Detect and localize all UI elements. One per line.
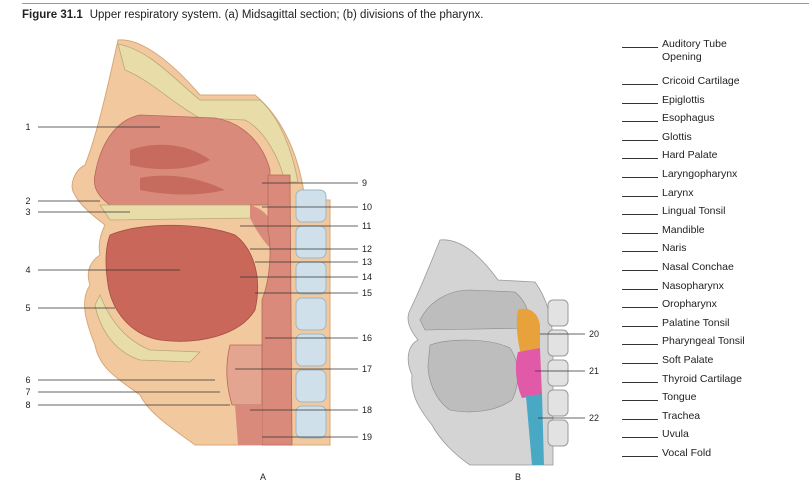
term-label: Uvula xyxy=(662,428,689,441)
answer-blank[interactable] xyxy=(622,419,658,420)
term-label: Oropharynx xyxy=(662,298,717,311)
figure-caption-text: Upper respiratory system. (a) Midsagittal section; (b) divisions of the pharynx. xyxy=(89,9,484,21)
leader-label: 4 xyxy=(25,265,31,275)
term-row xyxy=(622,242,802,261)
term-row xyxy=(622,354,802,373)
term-label: Larynx xyxy=(662,186,694,199)
answer-blank[interactable] xyxy=(622,177,658,178)
term-row xyxy=(622,205,802,224)
answer-blank[interactable] xyxy=(622,400,658,401)
leader-label: 5 xyxy=(25,303,31,313)
tongue xyxy=(106,225,258,341)
term-row xyxy=(622,317,802,336)
answer-blank[interactable] xyxy=(622,326,658,327)
leader-label: 8 xyxy=(25,400,31,410)
term-row xyxy=(622,187,802,206)
term-row xyxy=(622,38,802,75)
leader-label: 11 xyxy=(362,221,372,231)
term-label: Lingual Tonsil xyxy=(662,205,726,218)
term-label: Thyroid Cartilage xyxy=(662,372,742,385)
answer-blank[interactable] xyxy=(622,103,658,104)
larynx xyxy=(227,345,262,405)
term-row xyxy=(622,149,802,168)
term-row xyxy=(622,94,802,113)
answer-blank[interactable] xyxy=(622,437,658,438)
answer-blank[interactable] xyxy=(622,456,658,457)
term-label: Vocal Fold xyxy=(662,446,712,459)
leader-label: 14 xyxy=(362,272,373,282)
panel-a-right-numbers xyxy=(362,178,372,442)
panel-a-label: A xyxy=(259,472,267,482)
term-row xyxy=(622,261,802,280)
term-row xyxy=(622,168,802,187)
term-row xyxy=(622,410,802,429)
answer-blank[interactable] xyxy=(622,289,658,290)
answer-blank[interactable] xyxy=(622,251,658,252)
answer-blank[interactable] xyxy=(622,270,658,271)
term-row xyxy=(622,391,802,410)
term-label: Soft Palate xyxy=(662,353,714,366)
term-label: Mandible xyxy=(662,223,705,236)
term-row xyxy=(622,335,802,354)
term-label: Nasal Conchae xyxy=(662,260,734,273)
answer-blank[interactable] xyxy=(622,382,658,383)
term-label: Tongue xyxy=(662,391,697,404)
answer-blank[interactable] xyxy=(622,214,658,215)
answer-blank[interactable] xyxy=(622,84,658,85)
panel-b-tongue xyxy=(428,340,518,412)
leader-label: 20 xyxy=(589,329,600,339)
term-row xyxy=(622,224,802,243)
leader-label: 13 xyxy=(362,257,373,267)
leader-label: 18 xyxy=(362,405,373,415)
term-label: Naris xyxy=(662,242,687,255)
term-label: Glottis xyxy=(662,130,692,143)
leader-label: 9 xyxy=(362,178,368,188)
term-row xyxy=(622,298,802,317)
leader-label: 6 xyxy=(25,375,31,385)
panel-b-section xyxy=(408,240,599,482)
term-row xyxy=(622,112,802,131)
term-row xyxy=(622,131,802,150)
answer-blank[interactable] xyxy=(622,47,658,48)
term-row xyxy=(622,75,802,94)
term-label: Laryngopharynx xyxy=(662,167,738,180)
term-label: Pharyngeal Tonsil xyxy=(662,335,745,348)
answer-blank[interactable] xyxy=(622,307,658,308)
term-label: Trachea xyxy=(662,409,701,422)
leader-label: 12 xyxy=(362,244,373,254)
answer-blank[interactable] xyxy=(622,344,658,345)
term-label: Nasopharynx xyxy=(662,279,724,292)
term-row xyxy=(622,373,802,392)
hard-palate xyxy=(100,205,255,220)
term-label: Esophagus xyxy=(662,112,715,125)
panel-a-section xyxy=(25,40,372,482)
term-label: Cricoid Cartilage xyxy=(662,75,740,87)
term-label: Hard Palate xyxy=(662,149,718,162)
term-label: Epiglottis xyxy=(662,93,705,106)
panel-b-vertebrae xyxy=(548,300,568,446)
leader-label: 3 xyxy=(25,207,31,217)
answer-blank[interactable] xyxy=(622,196,658,197)
answer-blank[interactable] xyxy=(622,140,658,141)
leader-label: 1 xyxy=(25,122,31,132)
term-row xyxy=(622,447,802,466)
panel-a-left-numbers xyxy=(25,122,30,410)
leader-label: 7 xyxy=(25,387,31,397)
leader-label: 19 xyxy=(362,432,373,442)
leader-label: 17 xyxy=(362,364,373,374)
leader-label: 22 xyxy=(589,413,600,423)
term-list xyxy=(622,38,802,465)
leader-label: 21 xyxy=(589,366,600,376)
term-row xyxy=(622,280,802,299)
term-label: Auditory Tube Opening xyxy=(662,38,727,64)
panel-b-label: B xyxy=(514,472,522,482)
answer-blank[interactable] xyxy=(622,233,658,234)
term-row xyxy=(622,428,802,447)
term-label: Palatine Tonsil xyxy=(662,316,730,329)
leader-label: 2 xyxy=(25,196,31,206)
answer-blank[interactable] xyxy=(622,158,658,159)
answer-blank[interactable] xyxy=(622,121,658,122)
panel-b-numbers xyxy=(589,329,599,423)
leader-label: 16 xyxy=(362,333,373,343)
figure-number: Figure 31.1 xyxy=(22,9,83,21)
cervical-vertebrae xyxy=(296,190,326,438)
answer-blank[interactable] xyxy=(622,363,658,364)
oropharynx-highlight xyxy=(516,348,542,398)
leader-label: 10 xyxy=(362,202,373,212)
leader-label: 15 xyxy=(362,288,373,298)
trachea xyxy=(235,405,262,445)
